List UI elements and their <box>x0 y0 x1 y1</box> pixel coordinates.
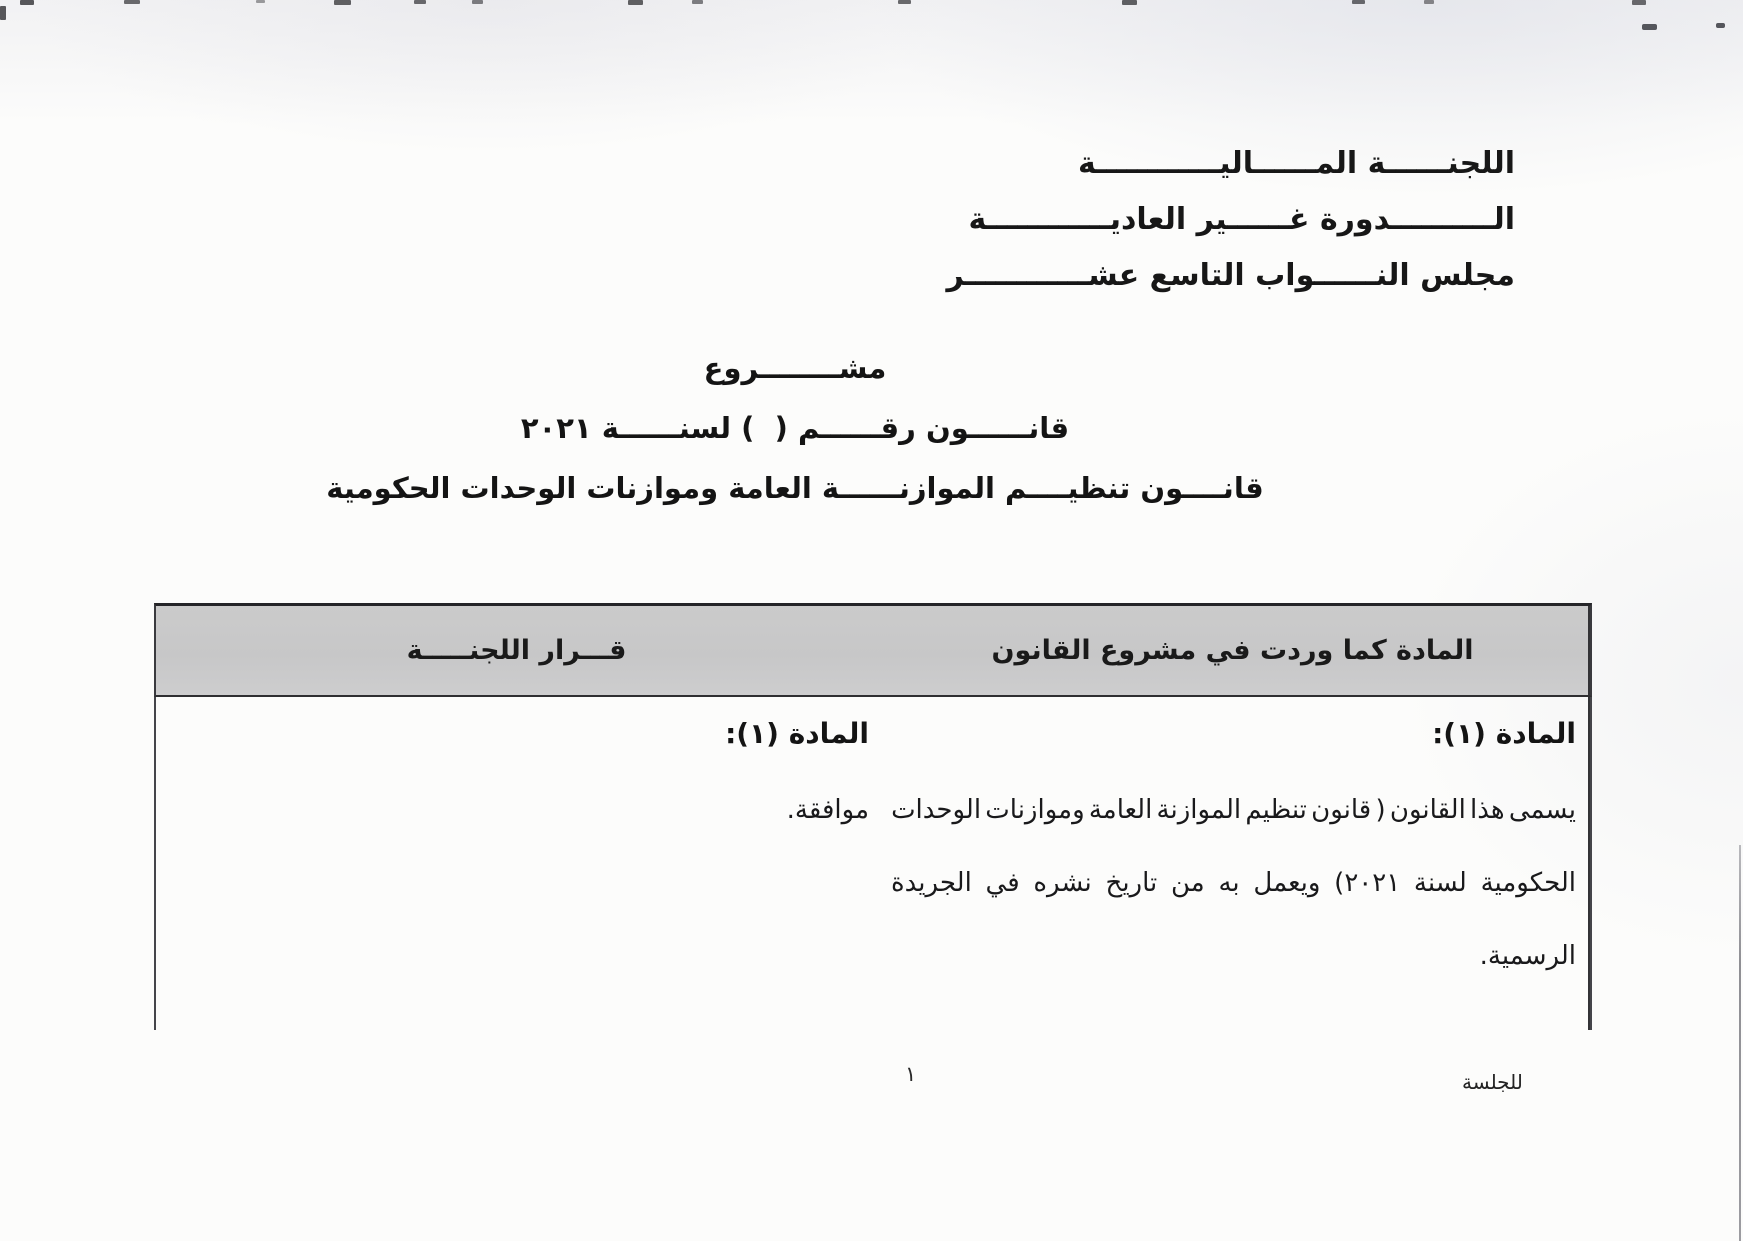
scan-dash <box>124 0 140 4</box>
scan-dash <box>898 0 911 4</box>
scan-dash <box>472 0 483 4</box>
scan-dash <box>1122 0 1137 5</box>
scan-dash <box>1424 0 1434 4</box>
table-header-row <box>154 603 1592 697</box>
scan-dash <box>414 0 426 4</box>
decision-article-heading: المادة (١): <box>725 717 869 750</box>
scan-dash <box>0 6 6 20</box>
letterhead-session: الــــــــــدورة غــــــير العاديــــــــــــة <box>968 202 1515 237</box>
scan-speck <box>1642 24 1657 30</box>
letterhead-council: مجلس النــــــواب التاسع عشــــــــــــر <box>946 258 1515 293</box>
scan-dash <box>256 0 265 3</box>
header-article-as-in-draft: المادة كما وردت في مشروع القانون <box>877 606 1590 695</box>
letterhead-committee: اللجنــــــة المــــــاليــــــــــــة <box>1077 146 1515 181</box>
cell-committee-decision <box>156 697 877 1030</box>
scan-dash <box>334 0 351 5</box>
article-paragraph <box>891 773 1576 992</box>
scan-speck <box>1716 23 1725 28</box>
article-line: الحكومية لسنة ٢٠٢١) ويعمل به من تاريخ نشره في الجريدة <box>891 867 1576 898</box>
letterhead <box>946 136 1515 304</box>
scan-dash <box>1352 0 1365 4</box>
session-label: للجلسة <box>1462 1070 1523 1094</box>
scan-dash <box>628 0 643 5</box>
scan-dash <box>692 0 703 4</box>
title-law-number: قانــــــون رقــــــم ( ) لسنــــــة ٢٠٢١ <box>520 411 1070 445</box>
table-body-row <box>154 697 1592 1030</box>
comparison-table <box>154 603 1592 1030</box>
scan-dash <box>20 0 34 5</box>
title-draft: مشــــــــروع <box>703 351 887 385</box>
title-law-name: قانــــون تنظيــــم الموازنــــــة العامة وموازنات الوحدات الحكومية <box>326 471 1264 505</box>
document-title <box>0 338 1590 518</box>
header-committee-decision: قـــرار اللجنـــــة <box>406 635 627 666</box>
scan-dash <box>1632 0 1646 5</box>
article-line: يسمى هذا القانون ( قانون تنظيم الموازنة العامة وموازنات الوحدات <box>891 794 1576 825</box>
decision-text: موافقة. <box>786 794 869 825</box>
cell-article-text <box>877 697 1590 1030</box>
article-heading: المادة (١): <box>1432 717 1576 750</box>
page-number: ١ <box>905 1062 917 1086</box>
article-line: الرسمية. <box>1479 940 1576 971</box>
scan-edge-line <box>1739 845 1741 1241</box>
